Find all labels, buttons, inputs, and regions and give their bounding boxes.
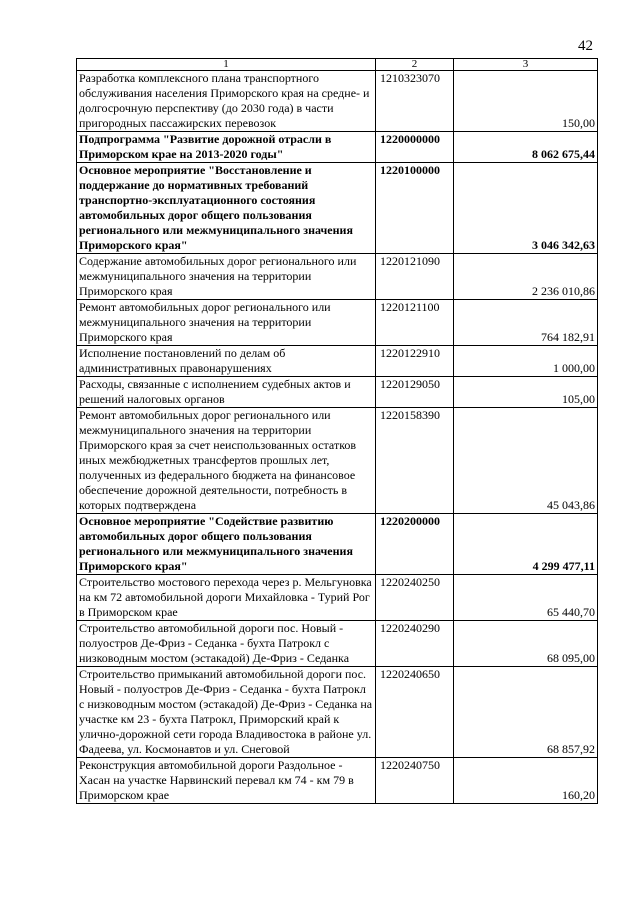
row-amount-cell: 68 095,00 [454, 621, 598, 667]
row-amount-cell: 160,20 [454, 758, 598, 804]
row-amount-cell: 2 236 010,86 [454, 254, 598, 300]
table-row [77, 621, 598, 667]
row-code-cell: 1220240250 [376, 575, 454, 621]
row-name-cell: Основное мероприятие "Содействие развитию автомобильных дорог общего пользования регионального или межмуниципального значения Приморского края" [77, 514, 376, 575]
row-name-cell: Основное мероприятие "Восстановление и поддержание до нормативных требований транспортно-эксплуатационного состояния автомобильных дорог общего пользования регионального или межмуниципального значения Приморского края" [77, 163, 376, 254]
row-code-cell: 1220100000 [376, 163, 454, 254]
row-code-cell: 1220122910 [376, 346, 454, 377]
row-code-cell: 1220158390 [376, 408, 454, 514]
row-amount-cell: 1 000,00 [454, 346, 598, 377]
row-code-cell: 1220129050 [376, 377, 454, 408]
table-row [77, 514, 598, 575]
row-amount-cell: 65 440,70 [454, 575, 598, 621]
table-row [77, 254, 598, 300]
row-name-cell: Строительство автомобильной дороги пос. Новый - полуостров Де-Фриз - Седанка - бухта Патрокл с низководным мостом (эстакадой) Де-Фриз - Седанка [77, 621, 376, 667]
row-code-cell: 1220240750 [376, 758, 454, 804]
row-amount-cell: 150,00 [454, 71, 598, 132]
row-name-cell: Исполнение постановлений по делам об административных правонарушениях [77, 346, 376, 377]
table-row [77, 163, 598, 254]
table-row [77, 377, 598, 408]
row-code-cell: 1220121100 [376, 300, 454, 346]
row-code-cell: 1220000000 [376, 132, 454, 163]
column-header-3: 3 [454, 59, 598, 71]
row-name-cell: Реконструкция автомобильной дороги Раздольное - Хасан на участке Нарвинский перевал км 74 - км 79 в Приморском крае [77, 758, 376, 804]
row-amount-cell: 68 857,92 [454, 667, 598, 758]
row-amount-cell: 105,00 [454, 377, 598, 408]
row-name-cell: Подпрограмма "Развитие дорожной отрасли в Приморском крае на 2013-2020 годы" [77, 132, 376, 163]
table-row [77, 667, 598, 758]
row-code-cell: 1220121090 [376, 254, 454, 300]
table-row [77, 71, 598, 132]
budget-table [76, 58, 598, 804]
table-row [77, 132, 598, 163]
table-row [77, 758, 598, 804]
row-amount-cell: 3 046 342,63 [454, 163, 598, 254]
row-code-cell: 1220200000 [376, 514, 454, 575]
row-amount-cell: 764 182,91 [454, 300, 598, 346]
row-amount-cell: 8 062 675,44 [454, 132, 598, 163]
row-name-cell: Ремонт автомобильных дорог регионального или межмуниципального значения на территории Приморского края [77, 300, 376, 346]
column-header-1: 1 [77, 59, 376, 71]
row-name-cell: Разработка комплексного плана транспортного обслуживания населения Приморского края на средне- и долгосрочную перспективу (до 2030 года) в части пригородных пассажирских перевозок [77, 71, 376, 132]
row-name-cell: Расходы, связанные с исполнением судебных актов и решений налоговых органов [77, 377, 376, 408]
row-name-cell: Содержание автомобильных дорог регионального или межмуниципального значения на территории Приморского края [77, 254, 376, 300]
table-row [77, 346, 598, 377]
row-name-cell: Строительство мостового перехода через р. Мельгуновка на км 72 автомобильной дороги Михайловка - Турий Рог в Приморском крае [77, 575, 376, 621]
row-amount-cell: 4 299 477,11 [454, 514, 598, 575]
table-row [77, 575, 598, 621]
row-code-cell: 1210323070 [376, 71, 454, 132]
column-header-2: 2 [376, 59, 454, 71]
header-row [77, 59, 598, 71]
row-amount-cell: 45 043,86 [454, 408, 598, 514]
row-name-cell: Строительство примыканий автомобильной дороги пос. Новый - полуостров Де-Фриз - Седанка - бухта Патрокл с низководным мостом (эстакадой) Де-Фриз - Седанка на участке км 23 - бухта Патрокл, Приморский край к улично-дорожной сети города Владивостока в районе ул. Фадеева, ул. Космонавтов и ул. Снеговой [77, 667, 376, 758]
row-code-cell: 1220240290 [376, 621, 454, 667]
row-code-cell: 1220240650 [376, 667, 454, 758]
table-row [77, 300, 598, 346]
row-name-cell: Ремонт автомобильных дорог регионального или межмуниципального значения на территории Приморского края за счет неиспользованных остатков иных межбюджетных трансфертов прошлых лет, полученных из федерального бюджета на финансовое обеспечение дорожной деятельности, потребность в которых подтверждена [77, 408, 376, 514]
page-number: 42 [578, 38, 593, 54]
table-row [77, 408, 598, 514]
